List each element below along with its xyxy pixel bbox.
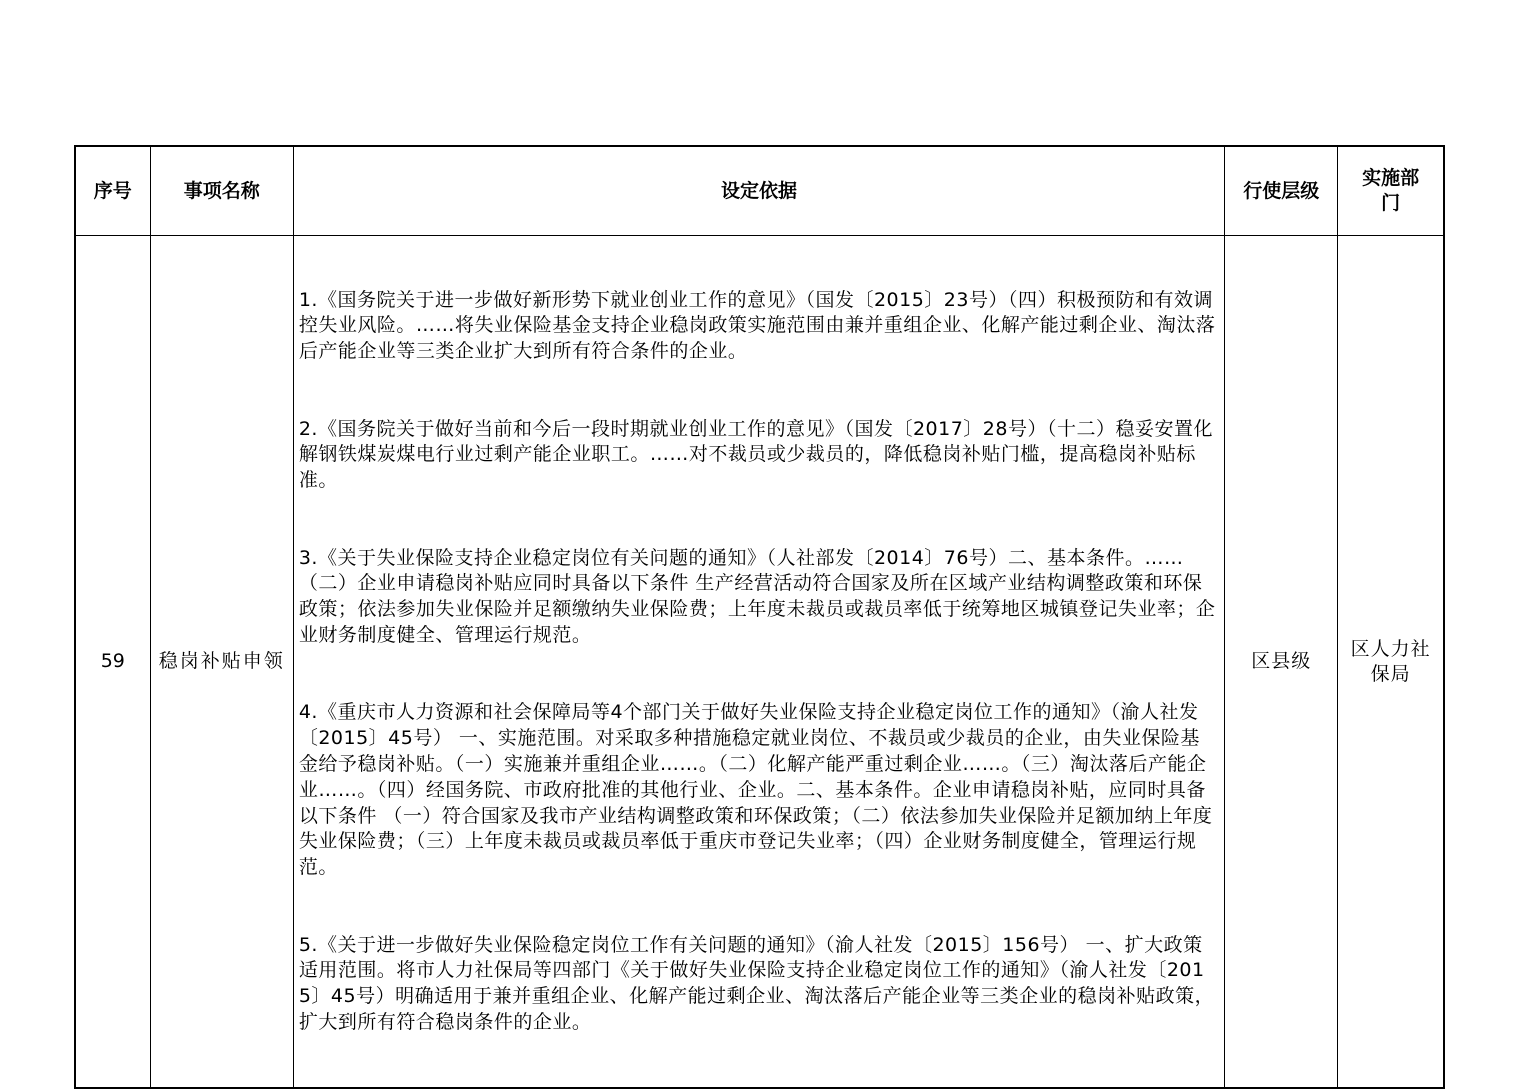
basis-paragraph: 2.《国务院关于做好当前和今后一段时期就业创业工作的意见》（国发〔2017〕28号）（十二）稳妥安置化解钢铁煤炭煤电行业过剩产能企业职工。……对不裁员或少裁员的，降低稳岗补贴门槛，提高稳岗补贴标准。	[298, 417, 1213, 492]
row-dept: 区人力社保局	[1338, 236, 1444, 1089]
row-seq: 59	[75, 236, 150, 1089]
row-level: 区县级	[1225, 236, 1338, 1089]
header-seq: 序号	[75, 146, 150, 236]
header-row	[75, 146, 1444, 236]
header-dept	[1338, 146, 1444, 236]
basis-paragraph: 1.《国务院关于进一步做好新形势下就业创业工作的意见》（国发〔2015〕23号）（四）积极预防和有效调控失业风险。……将失业保险基金支持企业稳岗政策实施范围由兼并重组企业、化解产能过剩企业、淘汰落后产能企业等三类企业扩大到所有符合条件的企业。	[298, 288, 1216, 363]
basis-text	[299, 236, 1219, 1087]
row-basis	[293, 236, 1224, 1089]
header-name: 事项名称	[150, 146, 293, 236]
table-row	[75, 236, 1444, 1089]
header-level: 行使层级	[1225, 146, 1338, 236]
basis-paragraph: 4.《重庆市人力资源和社会保障局等4个部门关于做好失业保险支持企业稳定岗位工作的通知》（渝人社发〔2015〕45号） 一、实施范围。对采取多种措施稳定就业岗位、不裁员或少裁员的企业，由失业保险基金给予稳岗补贴。（一）实施兼并重组企业……。（二）化解产能严重过剩企业……。（三）淘汰落后产能企业……。（四）经国务院、市政府批准的其他行业、企业。二、基本条件。企业申请稳岗补贴，应同时具备以下条件 （一）符合国家及我市产业结构调整政策和环保政策；（二）依法参加失业保险并足额加纳上年度失业保险费；（三）上年度未裁员或裁员率低于重庆市登记失业率；（四）企业财务制度健全，管理运行规范。	[298, 701, 1213, 879]
items-table	[74, 145, 1445, 1089]
header-dept-label: 实施部门	[1362, 167, 1420, 214]
row-item-name: 稳岗补贴申领	[150, 236, 293, 1089]
basis-paragraph: 3.《关于失业保险支持企业稳定岗位有关问题的通知》（人社部发〔2014〕76号）二、基本条件。……（二）企业申请稳岗补贴应同时具备以下条件 生产经营活动符合国家及所在区域产业结构调整政策和环保政策；依法参加失业保险并足额缴纳失业保险费；上年度未裁员或裁员率低于统筹地区城镇登记失业率；企业财务制度健全、管理运行规范。	[298, 546, 1216, 646]
basis-paragraph: 5.《关于进一步做好失业保险稳定岗位工作有关问题的通知》（渝人社发〔2015〕156号） 一、扩大政策适用范围。将市人力社保局等四部门《关于做好失业保险支持企业稳定岗位工作的通知》（渝人社发〔2015〕45号）明确适用于兼并重组企业、化解产能过剩企业、淘汰落后产能企业等三类企业的稳岗补贴政策，扩大到所有符合稳岗条件的企业。	[298, 933, 1215, 1033]
header-basis: 设定依据	[293, 146, 1224, 236]
